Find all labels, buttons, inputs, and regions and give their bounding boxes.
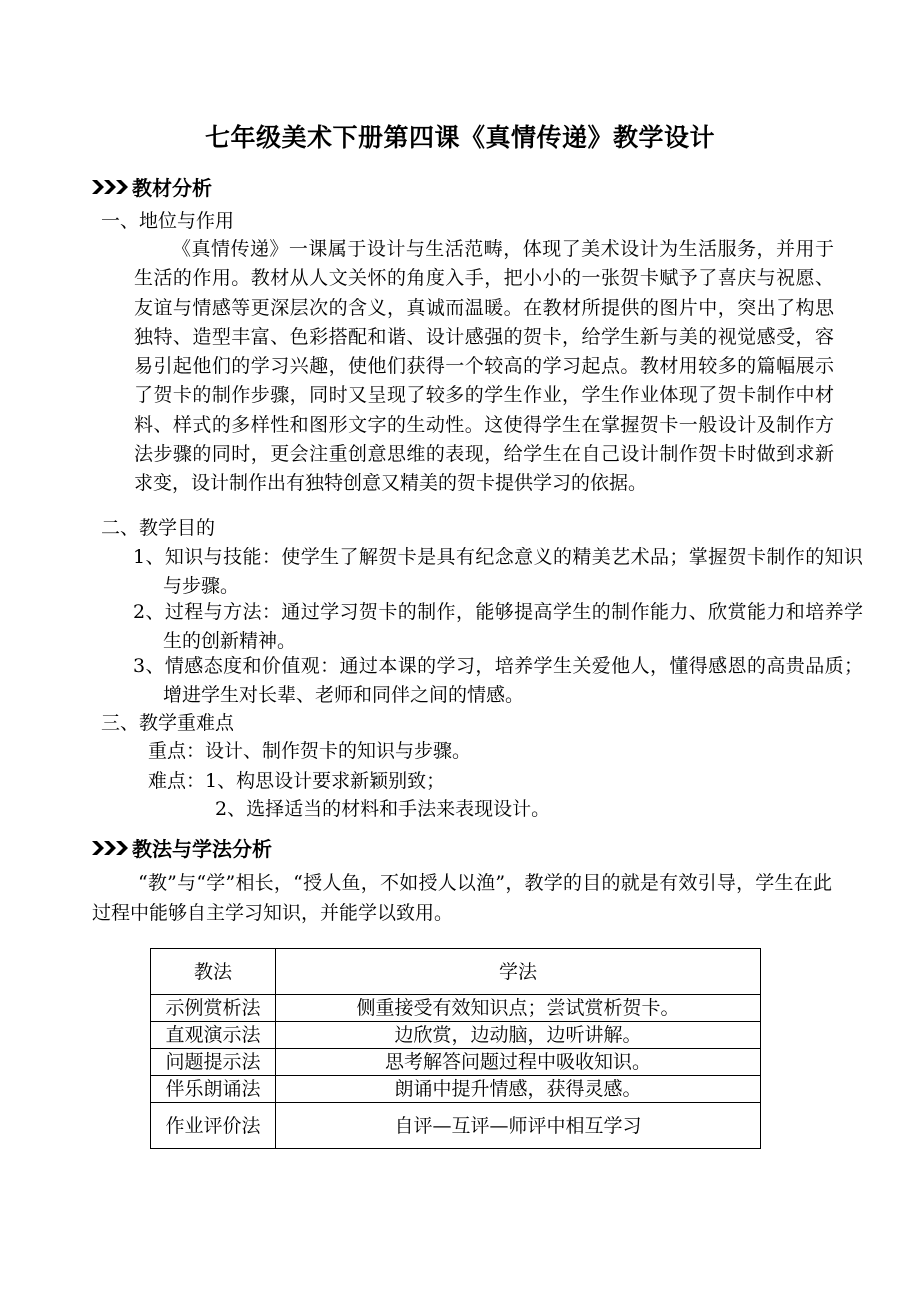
difficult-point-1: 难点：1、构思设计要求新颖别致； [148,770,446,792]
table-cell: 问题提示法 [151,1049,276,1076]
table-cell: 伴乐朗诵法 [151,1076,276,1103]
table-header-cell: 学法 [276,949,761,995]
section-heading-label: 教材分析 [132,176,212,200]
paragraph-position: 《真情传递》一课属于设计与生活范畴，体现了美术设计为生活服务，并用于生活的作用。教材从人文关怀的角度入手，把小小的一张贺卡赋予了喜庆与祝愿、友谊与情感等更深层次的含义，真诚而温暖。在教材所提供的图片中，突出了构思独特、造型丰富、色彩搭配和谐、设计感强的贺卡，给学生新与美的视觉感受，容易引起他们的学习兴趣，使他们获得一个较高的学习起点。教材用较多的篇幅展示了贺卡的制作步骤，同时又呈现了较多的学生作业，学生作业体现了贺卡制作中材料、样式的多样性和图形文字的生动性。这使得学生在掌握贺卡一般设计及制作方法步骤的同时，更会注重创意思维的表现，给学生在自己设计制作贺卡时做到求新求变，设计制作出有独特创意又精美的贺卡提供学习的依据。 [134,238,834,495]
section-heading-methods [92,833,272,862]
table-row [151,1022,761,1049]
table-cell: 直观演示法 [151,1022,276,1049]
section-heading-label: 教法与学法分析 [132,837,272,861]
table-cell: 示例赏析法 [151,995,276,1022]
table-cell: 自评—互评—师评中相互学习 [276,1103,761,1149]
subheading-position: 一、地位与作用 [101,210,235,232]
difficult-point-2: 2、选择适当的材料和手法来表现设计。 [215,798,551,820]
goal-item-3: 3、情感态度和价值观：通过本课的学习，培养学生关爱他人，懂得感恩的高贵品质；增进学生对长辈、老师和同伴之间的情感。 [133,655,863,706]
document-title: 七年级美术下册第四课《真情传递》教学设计 [204,123,715,152]
table-row [151,1049,761,1076]
table-row [151,995,761,1022]
goal-item-1: 1、知识与技能：使学生了解贺卡是具有纪念意义的精美艺术品；掌握贺卡制作的知识与步骤。 [133,546,863,597]
key-point: 重点：设计、制作贺卡的知识与步骤。 [148,740,472,762]
methods-table [150,948,761,1149]
table-cell: 侧重接受有效知识点；尝试赏析贺卡。 [276,995,761,1022]
table-row [151,1103,761,1149]
goal-item-2: 2、过程与方法：通过学习贺卡的制作，能够提高学生的制作能力、欣赏能力和培养学生的创新精神。 [133,601,863,652]
table-cell: 边欣赏，边动脑，边听讲解。 [276,1022,761,1049]
triple-chevron-icon [92,840,128,856]
section-heading-analysis [92,172,212,201]
triple-chevron-icon [92,179,128,195]
table-header-row [151,949,761,995]
table-cell: 思考解答问题过程中吸收知识。 [276,1049,761,1076]
methods-intro: “教”与“学”相长，“授人鱼，不如授人以渔”，教学的目的就是有效引导，学生在此过程中能够自主学习知识，并能学以致用。 [92,872,832,924]
subheading-key-points: 三、教学重难点 [101,712,235,734]
table-header-cell: 教法 [151,949,276,995]
table-row [151,1076,761,1103]
table-cell: 朗诵中提升情感，获得灵感。 [276,1076,761,1103]
table-cell: 作业评价法 [151,1103,276,1149]
subheading-goals: 二、教学目的 [101,517,216,539]
